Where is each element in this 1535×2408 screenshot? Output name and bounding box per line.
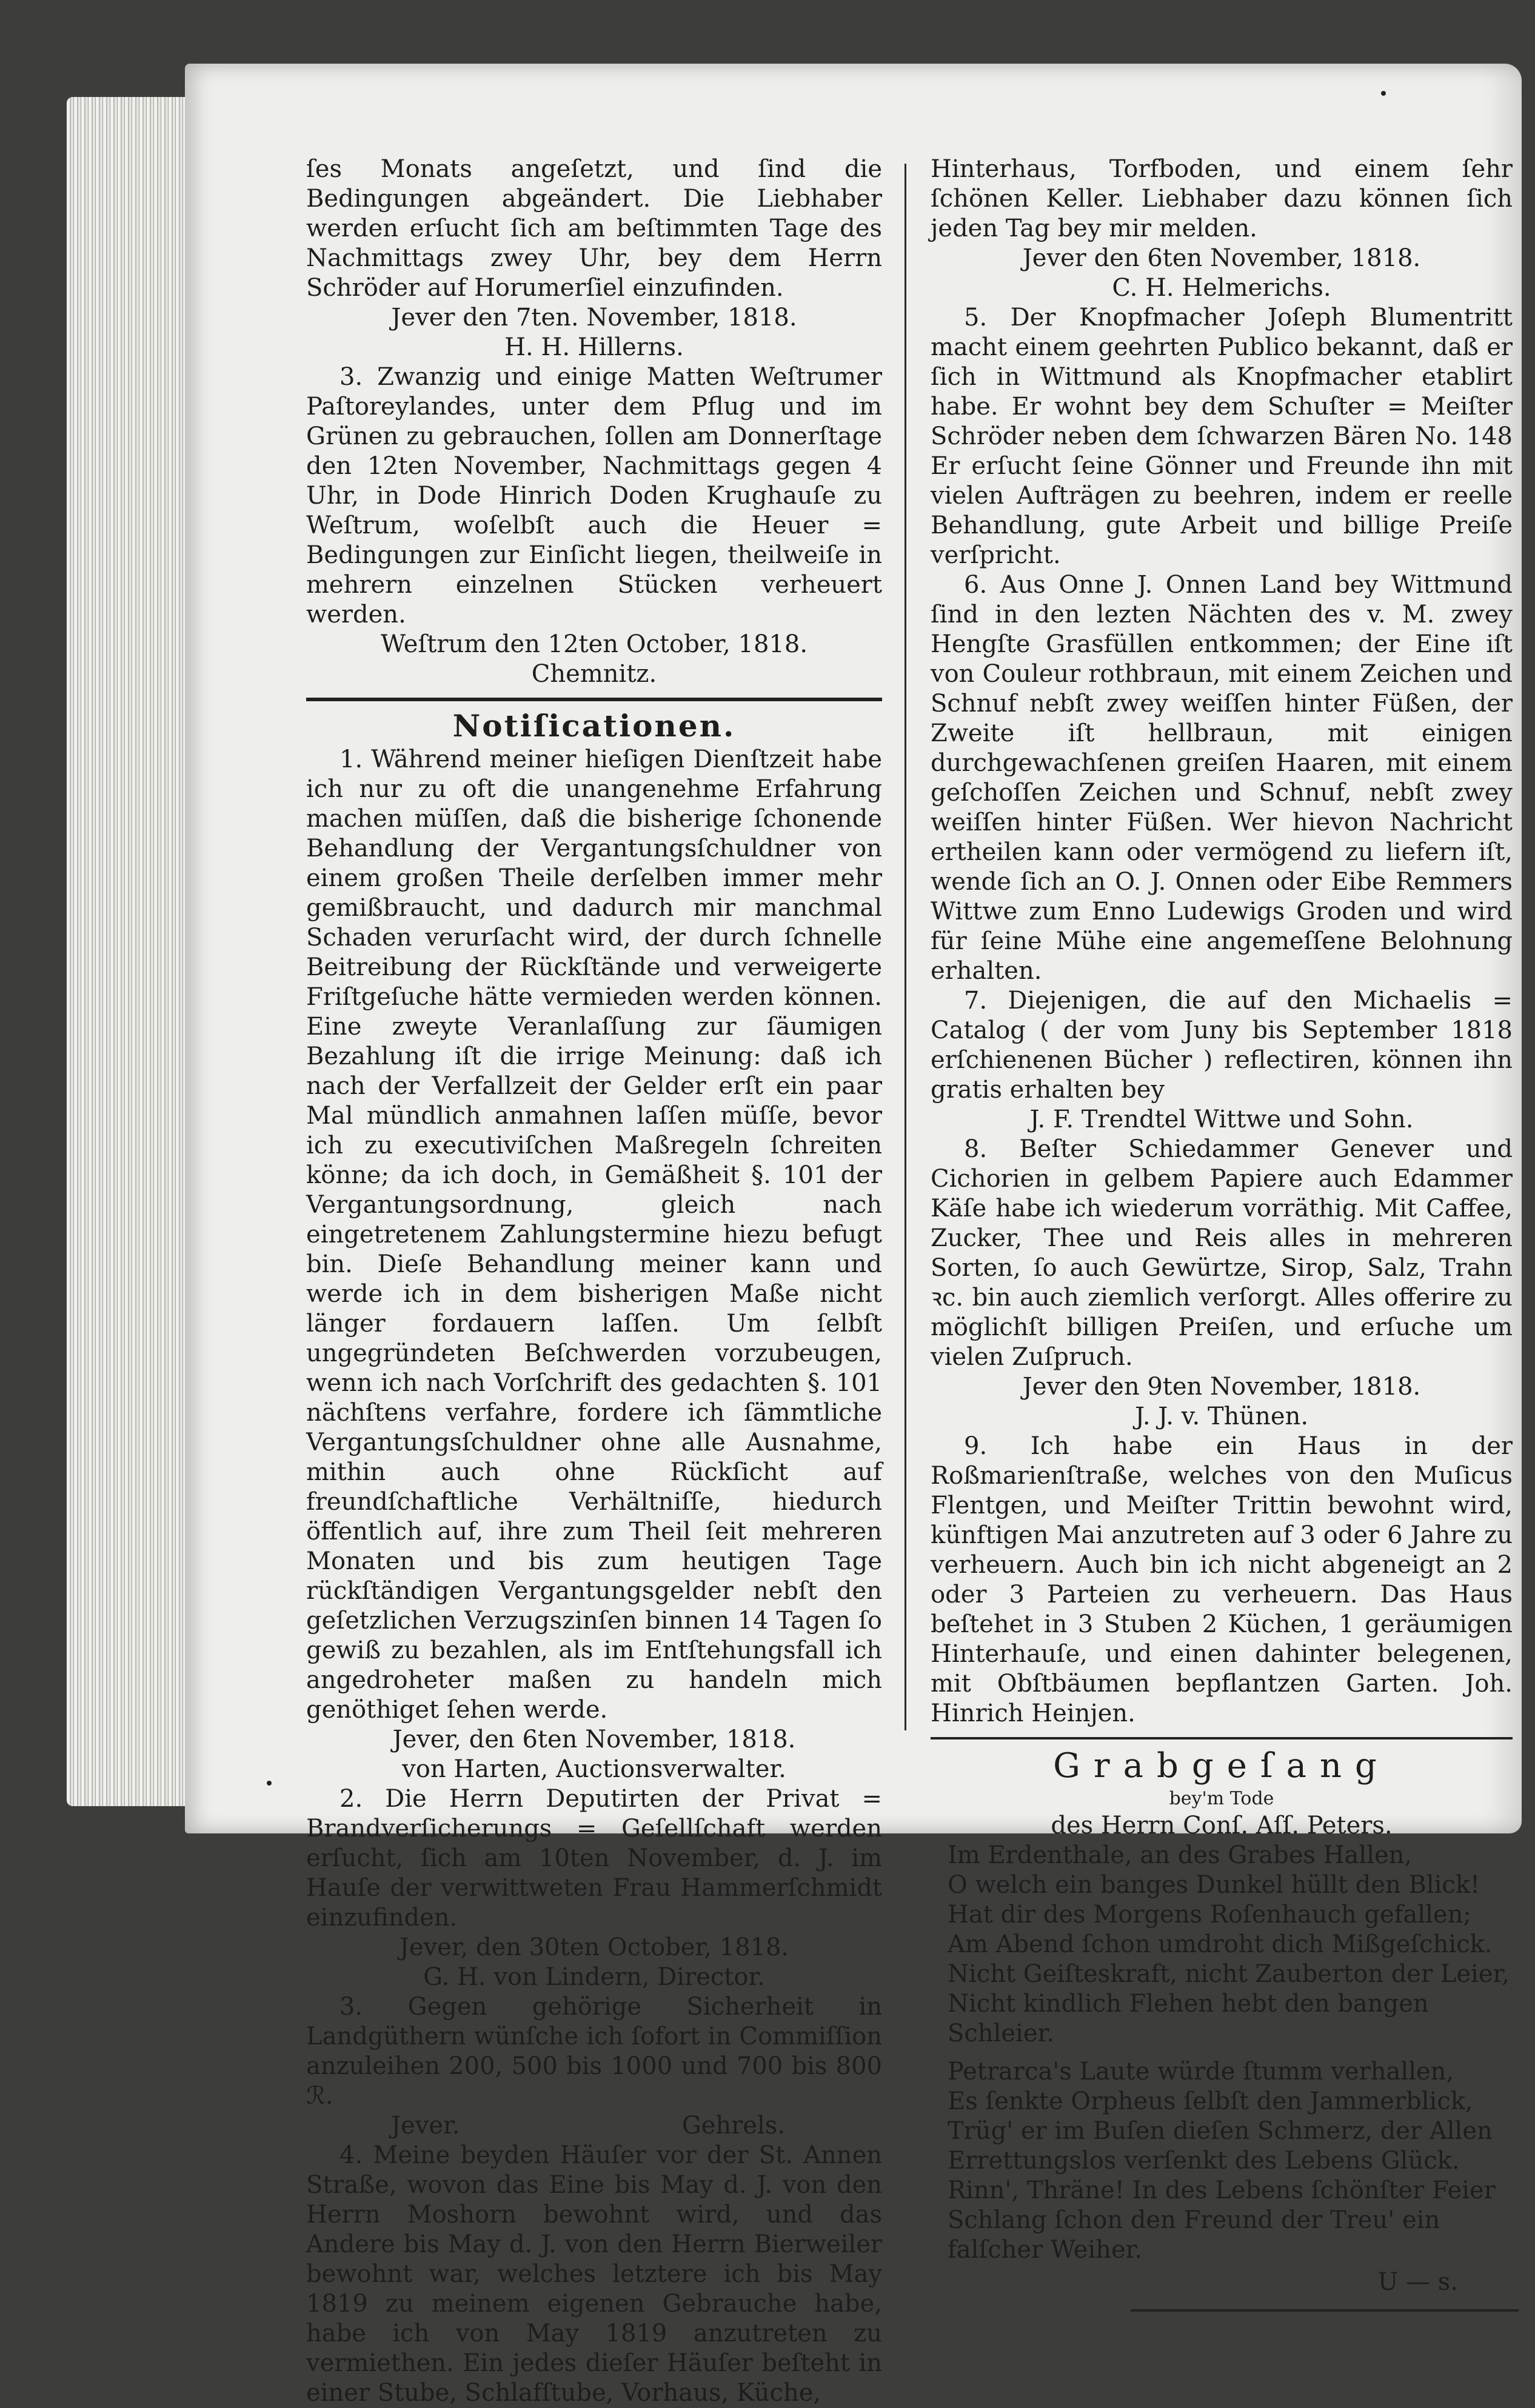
notification-9: 9. Ich habe ein Haus in der Roßmarienſtraße, welches von den Muſicus Flentgen, und Meiſter Trittin bewohnt wird, künftigen Mai anzutreten auf 3 oder 6 Jahre zu verheuern. Auch bin ich nicht abgeneigt an 2 oder 3 Parteien zu verheuern. Das Haus beſtehet in 3 Stuben 2 Küchen, 1 geräumigen Hinterhauſe, und einen dahinter belegenen, mit Obſtbäumen bepflantzen Garten. Joh. Hinrich Heinjen. <box>931 1432 1513 1727</box>
notification-signature: G. H. von Lindern, Director. <box>423 1963 765 1991</box>
notification-signature: C. H. Helmerichs. <box>1112 274 1331 302</box>
poem-rule <box>931 1737 1513 1739</box>
section-title: Notiſicationen. <box>452 708 736 744</box>
notification-2: 2. Die Herrn Deputirten der Privat = Brandverſicherungs = Geſellſchaft werden erſucht, ſich am 10ten November, d. J. im Hauſe der verwittweten Frau Hammerſchmidt einzufinden. <box>306 1785 882 1932</box>
notification-6: 6. Aus Onne J. Onnen Land bey Wittmund ſind in den lezten Nächten des v. M. zwey Hengſte Grasfüllen entkommen; der Eine iſt von Couleur rothbraun, mit einem Zeichen und Schnuf nebſt zwey weiſſen hinter Füßen, der Zweite iſt hellbraun, mit einigen durchgewachſenen greiſen Haaren, mit einem geſchoſſen Zeichen und Schnuf, nebſt zwey weiſſen hinter Füßen. Wer hievon Nachricht ertheilen kann oder vermögend zu liefern iſt, wende ſich an O. J. Onnen oder Eibe Remmers Wittwe zum Enno Ludewigs Groden und wird für ſeine Mühe eine angemeſſene Belohnung erhalten. <box>931 571 1513 985</box>
notification-5: 5. Der Knopfmacher Joſeph Blumentritt macht einem geehrten Publico bekannt, daß er ſich in Wittmund als Knopfmacher etablirt habe. Er wohnt bey dem Schuſter = Meiſter Schröder neben dem ſchwarzen Bären No. 148 Er erſucht ſeine Gönner und Freunde ihn mit vielen Aufträgen zu beehren, indem er reelle Behandlung, gute Arbeit und billige Preiſe verſpricht. <box>931 304 1513 569</box>
poem-subtitle: bey'm Tode <box>1169 1788 1274 1809</box>
notification-signature: Gehrels. <box>681 2112 785 2140</box>
ink-speck <box>1381 91 1386 96</box>
end-rule <box>1131 2309 1519 2312</box>
notification-date: Jever, den 6ten November, 1818. <box>392 1726 796 1753</box>
left-column <box>306 155 882 2408</box>
poem-line: Am Abend ſchon umdroht dich Mißgeſchick. <box>948 1930 1493 1958</box>
continued-notice: ſes Monats angeſetzt, und ſind die Bedingungen abgeändert. Die Liebhaber werden erſucht ſich am beſtimmten Tage des Nachmittags zwey Uhr, bey dem Herrn Schröder auf Horumerſiel einzufinden. <box>306 155 882 302</box>
notice-date: Jever den 7ten. November, 1818. <box>391 304 797 332</box>
book-page-edges <box>67 97 194 1806</box>
notice-item-3: 3. Zwanzig und einige Matten Weſtrumer Paſtoreylandes, unter dem Pflug und im Grünen zu gebrauchen, ſollen am Donnerſtage den 12ten November, Nachmittags gegen 4 Uhr, in Dode Hinrich Doden Krughauſe zu Weſtrum, woſelbſt auch die Heuer = Bedingungen zur Einſicht liegen, theilweiſe in mehrern einzelnen Stücken verheuert werden. <box>306 363 882 629</box>
notification-date: Jever, den 30ten October, 1818. <box>399 1933 789 1961</box>
poem-dedication: des Herrn Conſ. Aſſ. Peters. <box>1051 1812 1393 1839</box>
poem-line: Nicht kindlich Flehen hebt den bangen Schleier. <box>948 1990 1429 2047</box>
notification-1: 1. Während meiner hieſigen Dienſtzeit habe ich nur zu oft die unangenehme Erfahrung machen müſſen, daß die bisherige ſchonende Behandlung der Vergantungsſchuldner von einem großen Theile derſelben immer mehr gemißbraucht, und dadurch mir manchmal Schaden verurſacht wird, der durch ſchnelle Beitreibung der Rückſtände und verweigerte Friſtgeſuche hätte vermieden werden können. Eine zweyte Veranlaſſung zur ſäumigen Bezahlung iſt die irrige Meinung: daß ich nach der Verfallzeit der Gelder erſt ein paar Mal mündlich anmahnen laſſen müſſe, bevor ich zu executiviſchen Maßregeln ſchreiten könne; da ich doch, in Gemäßheit §. 101 der Vergantungsordnung, gleich nach eingetretenem Zahlungstermine hiezu befugt bin. Dieſe Behandlung meiner kann und werde ich in dem bisherigen Maße nicht länger fordauern laſſen. Um ſelbſt ungegründeten Beſchwerden vorzubeugen, wenn ich nach Vorſchrift des gedachten §. 101 nächſtens verfahre, fordere ich ſämmtliche Vergantungsſchuldner ohne alle Ausnahme, mithin auch ohne Rückſicht auf freundſchaftliche Verhältniſſe, hiedurch öffentlich auf, ihre zum Theil ſeit mehreren Monaten und bis zum heutigen Tage rückſtändigen Vergantungsgelder nebſt den geſetzlichen Verzugszinſen binnen 14 Tagen ſo gewiß zu bezahlen, als im Entſtehungsfall ich angedroheter maßen zu handeln mich genöthiget ſehen werde. <box>306 745 882 1724</box>
notification-signature: J. F. Trendtel Wittwe und Sohn. <box>1029 1106 1414 1133</box>
column-divider <box>905 164 906 1730</box>
poem-body <box>931 1841 1513 2265</box>
poem-line: Es ſenkte Orpheus ſelbſt den Jammerblick, <box>948 2087 1473 2115</box>
poem-line: Petrarca's Laute würde ſtumm verhallen, <box>948 2058 1454 2086</box>
notification-3: 3. Gegen gehörige Sicherheit in Landgüthern wünſche ich ſofort in Commiſſion anzuleihen 200, 500 bis 1000 und 700 bis 800 ℛ. <box>306 1993 882 2110</box>
right-column <box>931 155 1513 2312</box>
poem-line: Trüg' er im Buſen dieſen Schmerz, der Allen <box>948 2117 1493 2145</box>
poem-line: Nicht Geiſteskraft, nicht Zauberton der Leier, <box>948 1960 1510 1988</box>
notification-signature: J. J. v. Thünen. <box>1134 1402 1309 1430</box>
notification-4: 4. Meine beyden Häuſer vor der St. Annen Straße, wovon das Eine bis May d. J. von den Herrn Moshorn bewohnt wird, und das Andere bis May d. J. von den Herrn Bierweiler bewohnt war, welches letztere ich bis May 1819 zu meinem eigenen Gebrauche habe, habe ich von May 1819 anzutreten zu vermiethen. Ein jedes dieſer Häuſer beſteht in einer Stube, Schlafſtube, Vorhaus, Küche, <box>306 2141 882 2407</box>
notification-8: 8. Beſter Schiedammer Genever und Cichorien in gelbem Papiere auch Edammer Käſe habe ich wiederum vorräthig. Mit Caffee, Zucker, Thee und Reis alles in mehreren Sorten, ſo auch Gewürtze, Sirop, Salz, Trahn ꝛc. bin auch ziemlich verſorgt. Alles offerire zu möglichſt billigen Preiſen, und erſuche um vielen Zuſpruch. <box>931 1135 1513 1371</box>
notification-place-line <box>306 2111 882 2141</box>
poem-line: O welch ein banges Dunkel hüllt den Blick! <box>948 1871 1480 1899</box>
poem-signature: U — s. <box>1377 2268 1458 2296</box>
notification-7: 7. Diejenigen, die auf den Michaelis = Catalog ( der vom Juny bis September 1818 erſchienenen Bücher ) reflectiren, können ihn gratis erhalten bey <box>931 987 1513 1104</box>
section-rule <box>306 698 882 701</box>
notice-signature: H. H. Hillerns. <box>504 333 684 361</box>
poem-line: Errettungslos verſenkt des Lebens Glück. <box>948 2147 1460 2175</box>
notice-date: Weſtrum den 12ten October, 1818. <box>380 630 808 658</box>
notification-signature: von Harten, Auctionsverwalter. <box>402 1755 786 1783</box>
notice-signature: Chemnitz. <box>531 660 657 688</box>
notification-place: Jever. <box>391 2112 460 2140</box>
poem-title: Grabgeſang <box>1053 1746 1390 1786</box>
poem-line: Hat dir des Morgens Roſenhauch gefallen; <box>948 1901 1471 1929</box>
poem-line: Rinn', Thräne! In des Lebens ſchönſter Feier <box>948 2176 1496 2204</box>
poem-line: Schlang ſchon den Freund der Treu' ein falſcher Weiher. <box>948 2206 1440 2264</box>
notification-date: Jever den 9ten November, 1818. <box>1022 1373 1421 1401</box>
notification-4-continued: Hinterhaus, Torfboden, und einem ſehr ſchönen Keller. Liebhaber dazu können ſich jeden Tag bey mir melden. <box>931 155 1513 242</box>
ink-speck <box>267 1781 272 1786</box>
notification-date: Jever den 6ten November, 1818. <box>1022 244 1421 272</box>
poem-line: Im Erdenthale, an des Grabes Hallen, <box>948 1841 1413 1869</box>
